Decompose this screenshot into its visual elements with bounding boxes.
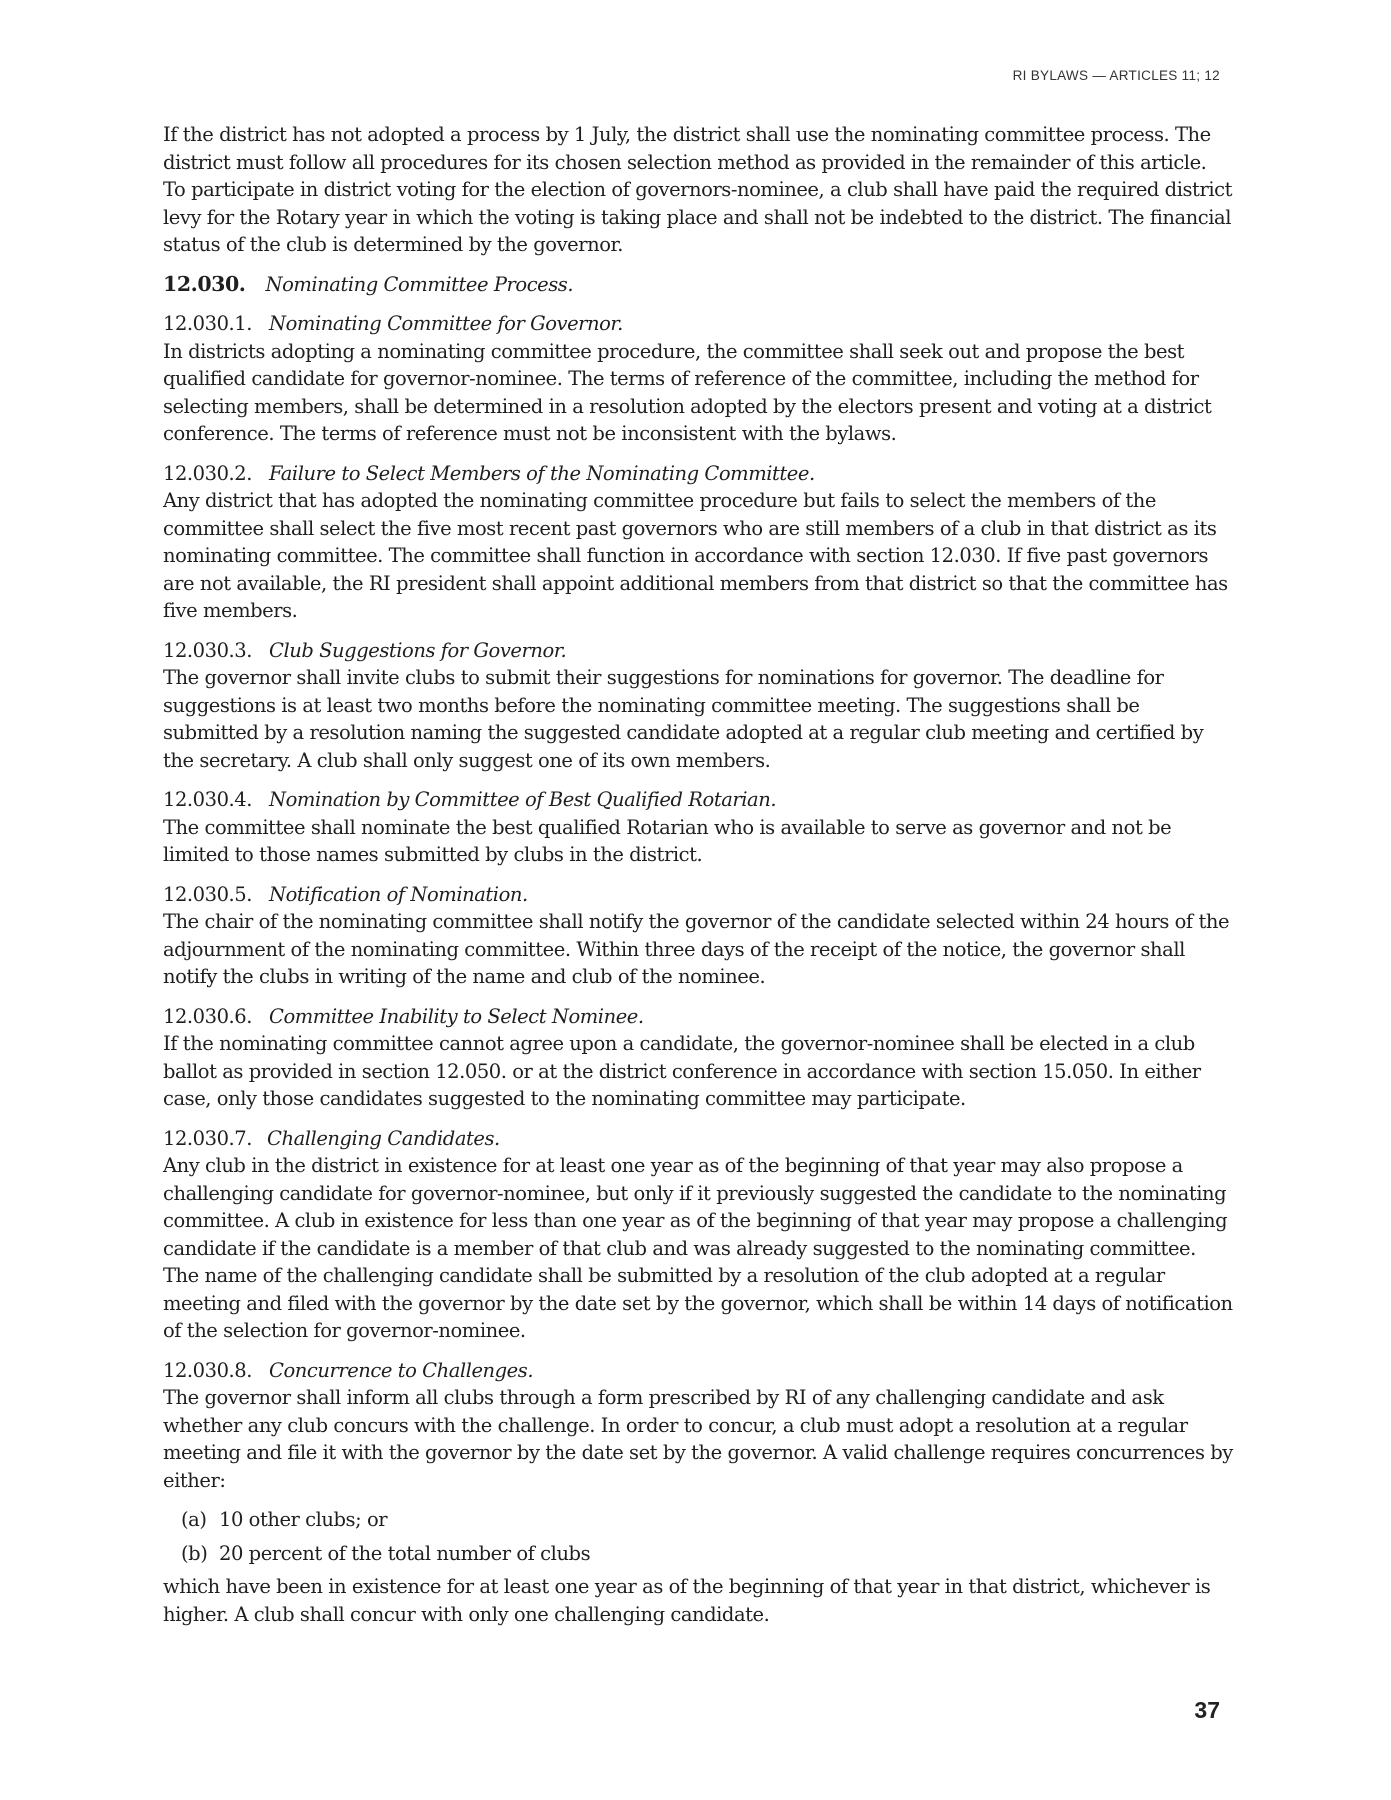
subsection-body: The governor shall inform all clubs through a form prescribed by RI of any challenging candidate and ask whether any club concurs with the challenge. In order to concur, a club must adopt a resolution at a regular meeting and file it with the governor by the date set by the governor. A valid challenge requires concurrences by either: — [163, 1386, 1233, 1492]
subsection-12-030-6 — [163, 1003, 1233, 1113]
subsection-number: 12.030.6. — [163, 1004, 252, 1028]
list-marker: (a) — [181, 1508, 207, 1531]
list-text: 10 other clubs; or — [219, 1508, 388, 1531]
subsection-number: 12.030.5. — [163, 882, 252, 906]
subsection-12-030-4 — [163, 786, 1233, 869]
subsection-12-030-3 — [163, 637, 1233, 775]
subsection-body: In districts adopting a nominating committee procedure, the committee shall seek out and propose the best qualified candidate for governor-nominee. The terms of reference of the committee, including the method for selecting members, shall be determined in a resolution adopted by the electors present and voting at a district conference. The terms of reference must not be inconsistent with the bylaws. — [163, 339, 1212, 445]
subsection-number: 12.030.3. — [163, 638, 252, 662]
page-number: 37 — [1194, 1697, 1220, 1723]
subsection-body: The committee shall nominate the best qualified Rotarian who is available to serve as governor and not be limited to those names submitted by clubs in the district. — [163, 815, 1172, 866]
subsection-12-030-7 — [163, 1125, 1233, 1345]
subsection-title: Concurrence to Challenges. — [269, 1358, 534, 1382]
subsection-12-030-5 — [163, 881, 1233, 991]
subsection-title: Challenging Candidates. — [267, 1126, 500, 1150]
closing-paragraph: which have been in existence for at least one year as of the beginning of that year in that district, whichever is higher. A club shall concur with only one challenging candidate. — [163, 1575, 1211, 1626]
subsection-number: 12.030.7. — [163, 1126, 252, 1150]
subsection-body: The governor shall invite clubs to submit their suggestions for nominations for governor. The deadline for suggestions is at least two months before the nominating committee meeting. The suggestions shall be submitted by a resolution naming the suggested candidate adopted at a regular club meeting and certified by the secretary. A club shall only suggest one of its own members. — [163, 666, 1204, 772]
list-marker: (b) — [181, 1541, 208, 1565]
subsection-body: Any district that has adopted the nominating committee procedure but fails to select the members of the committee shall select the five most recent past governors who are still members of a club in that district as its nominating committee. The committee shall function in accordance with section 12.030. If five past governors are not available, the RI president shall appoint additional members from that district so that the committee has five members. — [163, 489, 1228, 622]
subsection-title: Failure to Select Members of the Nominating Committee. — [269, 461, 815, 485]
section-number: 12.030. — [163, 271, 246, 296]
subsection-title: Committee Inability to Select Nominee. — [269, 1004, 644, 1028]
subsection-12-030-8 — [163, 1357, 1233, 1495]
subsection-12-030-2 — [163, 460, 1233, 625]
running-head: RI BYLAWS — ARTICLES 11; 12 — [1012, 68, 1220, 83]
subsection-title: Notification of Nomination. — [269, 882, 528, 906]
section-title: Nominating Committee Process. — [265, 272, 574, 296]
subsection-title: Nomination by Committee of Best Qualified Rotarian. — [269, 788, 777, 811]
subsection-number: 12.030.1. — [163, 312, 252, 335]
list-text: 20 percent of the total number of clubs — [219, 1541, 591, 1565]
subsection-number: 12.030.2. — [163, 461, 252, 485]
subsection-number: 12.030.8. — [163, 1358, 252, 1382]
subsection-12-030-1 — [163, 310, 1233, 448]
subsection-number: 12.030.4. — [163, 788, 252, 811]
list-item — [181, 1540, 1233, 1568]
section-heading — [163, 271, 1233, 299]
concurrence-list — [163, 1506, 1233, 1567]
intro-paragraph: If the district has not adopted a process by 1 July, the district shall use the nominating committee process. The district must follow all procedures for its chosen selection method as provided in the remainder of this article. To participate in district voting for the election of governors-nominee, a club shall have paid the required district levy for the Rotary year in which the voting is taking place and shall not be indebted to the district. The financial status of the club is determined by the governor. — [163, 123, 1232, 256]
subsection-body: If the nominating committee cannot agree upon a candidate, the governor-nominee shall be elected in a club ballot as provided in section 12.050. or at the district conference in accordance with section 15.050. In either case, only those candidates suggested to the nominating committee may participate. — [163, 1032, 1201, 1110]
subsection-body: Any club in the district in existence for at least one year as of the beginning of that year may also propose a challenging candidate for governor-nominee, but only if it previously suggested the candidate to the nominating committee. A club in existence for less than one year as of the beginning of that year may propose a challenging candidate if the candidate is a member of that club and was already suggested to the nominating committee. The name of the challenging candidate shall be submitted by a resolution of the club adopted at a regular meeting and filed with the governor by the date set by the governor, which shall be within 14 days of notification of the selection for governor-nominee. — [163, 1154, 1233, 1342]
subsection-title: Nominating Committee for Governor. — [269, 312, 623, 335]
list-item — [181, 1506, 1233, 1534]
subsection-body: The chair of the nominating committee shall notify the governor of the candidate selected within 24 hours of the adjournment of the nominating committee. Within three days of the receipt of the notice, the governor shall notify the clubs in writing of the name and club of the nominee. — [163, 910, 1230, 988]
subsection-title: Club Suggestions for Governor. — [269, 638, 567, 662]
document-body — [163, 121, 1233, 1628]
